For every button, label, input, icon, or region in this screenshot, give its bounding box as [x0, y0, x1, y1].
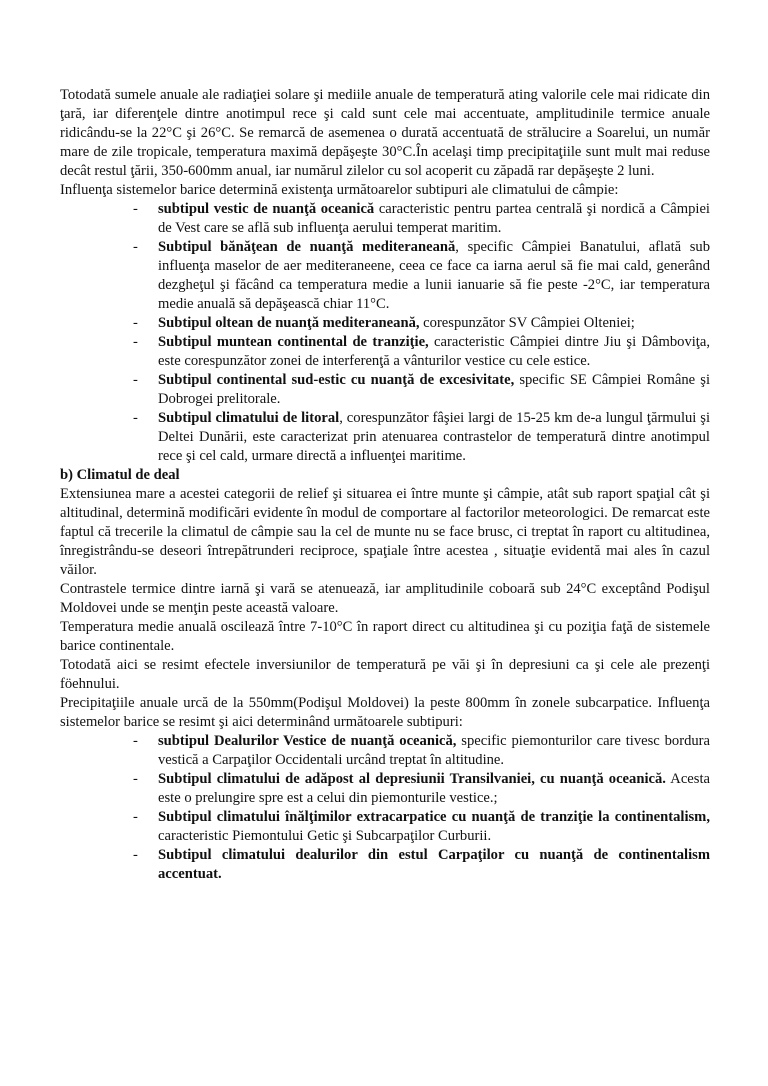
list-item-title: Subtipul muntean continental de tranziţie, [158, 334, 429, 350]
hill-climate-subtypes-list [60, 732, 710, 884]
list-item-title: Subtipul continental sud-estic cu nuanţă de excesivitate, [158, 372, 515, 388]
bullet-dash: - [133, 410, 138, 426]
list-item-title: Subtipul bănăţean de nuanţă mediteraneană [158, 239, 456, 255]
list-item-title: subtipul Dealurilor Vestice de nuanţă oceanică, [158, 733, 457, 749]
list-item-text: , specific Câmpiei Banatului, aflată sub influenţa maselor de aer mediteraneene, ceea ce face ca iarna aerul să fie mai cald, generând dezgheţul şi făcând ca temperatura medie a lunii ianuarie să fie peste -2°C, iar temperatura medie anuală să depăşească chiar 11°C. [158, 239, 711, 312]
intro-paragraph: Totodată sumele anuale ale radiaţiei solare şi mediile anuale de temperatură ating valorile cele mai ridicate din ţară, iar diferenţele dintre anotimpul rece şi cald sunt cele mai accentuate, amplitudinile termice anuale ridicându-se la 22°C şi 26°C. Se remarcă de asemenea o durată accentuată de strălucire a Soarelui, un număr mare de zile tropicale, temperatura maximă depăşeşte 30°C.În acelaşi timp precipitaţiile sunt mult mai reduse decât restul ţării, 350-600mm anual, iar numărul zilelor cu sol acoperit cu zăpadă rar depăşeşte 2 luni. [60, 87, 710, 179]
section-paragraph: Precipitaţiile anuale urcă de la 550mm(Podişul Moldovei) la peste 800mm în zonele subcarpatice. Influenţa sistemelor barice se resimt şi aici determinând următoarele subtipuri: [60, 695, 710, 730]
list-item [60, 371, 710, 409]
section-paragraph: Contrastele termice dintre iarnă şi vară se atenuează, iar amplitudinile coboară sub 24°C exceptând Podişul Moldovei unde se menţin peste această valoare. [60, 581, 710, 616]
bullet-dash: - [133, 733, 138, 749]
list-item-title: subtipul vestic de nuanţă oceanică [158, 201, 375, 217]
plain-climate-subtypes-list [60, 200, 710, 466]
list-item [60, 808, 710, 846]
list-item-text: specific SE Câmpiei Române şi Dobrogei prelitorale. [158, 372, 710, 407]
list-item [60, 200, 710, 238]
section-heading: b) Climatul de deal [60, 467, 180, 483]
list-item-text: , corespunzător fâşiei largi de 15-25 km de-a lungul ţărmului şi Deltei Dunării, este caracterizat prin atenuarea contrastelor de temperatură dintre anotimpul rece şi cel cald, urmare directă a influenţei maritime. [158, 410, 711, 464]
list-item [60, 846, 710, 884]
bullet-dash: - [133, 847, 138, 863]
list-item [60, 314, 710, 333]
list-item-text: Acesta este o prelungire spre est a celui din piemonturile vestice.; [158, 771, 710, 806]
list-item-text: caracteristic pentru partea centrală şi nordică a Câmpiei de Vest care se află sub influenţa aerului temperat maritim. [158, 201, 710, 236]
bullet-dash: - [133, 315, 138, 331]
bullet-dash: - [133, 809, 138, 825]
list-item-title: Subtipul climatului înălţimilor extracarpatice cu nuanţă de tranziţie la continentalism, [158, 809, 710, 825]
list-item-text: caracteristic Câmpiei dintre Jiu şi Dâmboviţa, este corespunzător zonei de interferenţă a vânturilor vestice cu cele estice. [158, 334, 710, 369]
list-item [60, 732, 710, 770]
section-paragraph: Extensiunea mare a acestei categorii de relief şi situarea ei între munte şi câmpie, atât sub raport spaţial cât şi altitudinal, determină modificări evidente în modul de comportare al factorilor meteorologici. De remarcat este faptul că trecerile la climatul de câmpie sau la cel de munte nu se face brusc, ci treptat în raport cu altitudinea, înregistrându-se deseori întrepătrunderi reciproce, spaţiale între acestea , situaţie evidentă mai ales în cazul văilor. [60, 486, 710, 578]
list-item-title: Subtipul oltean de nuanţă mediteraneană, [158, 315, 420, 331]
bullet-dash: - [133, 239, 138, 255]
list-item-title: Subtipul climatului dealurilor din estul Carpaţilor cu nuanţă de continentalism accentuat. [158, 847, 710, 882]
list-item-text: specific piemonturilor care tivesc bordura vestică a Carpaţilor Occidentali urcând treptat în altitudine. [158, 733, 710, 768]
bullet-dash: - [133, 771, 138, 787]
intro-subtypes-paragraph: Influenţa sistemelor barice determină existenţa următoarelor subtipuri ale climatului de câmpie: [60, 182, 619, 198]
bullet-dash: - [133, 372, 138, 388]
bullet-dash: - [133, 201, 138, 217]
section-paragraph: Totodată aici se resimt efectele inversiunilor de temperatură pe văi şi în depresiuni ca şi cele ale prezenţi föehnului. [60, 657, 710, 692]
list-item-title: Subtipul climatului de adăpost al depresiunii Transilvaniei, cu nuanţă oceanică. [158, 771, 666, 787]
list-item [60, 333, 710, 371]
list-item-text: corespunzător SV Câmpiei Olteniei; [419, 315, 635, 331]
section-paragraph: Temperatura medie anuală oscilează între 7-10°C în raport direct cu altitudinea şi cu poziţia faţă de sistemele barice continentale. [60, 619, 710, 654]
document-body [60, 86, 710, 884]
list-item [60, 238, 710, 314]
list-item [60, 409, 710, 466]
list-item [60, 770, 710, 808]
bullet-dash: - [133, 334, 138, 350]
list-item-text: caracteristic Piemontului Getic şi Subcarpaţilor Curburii. [158, 828, 492, 844]
list-item-title: Subtipul climatului de litoral [158, 410, 340, 426]
